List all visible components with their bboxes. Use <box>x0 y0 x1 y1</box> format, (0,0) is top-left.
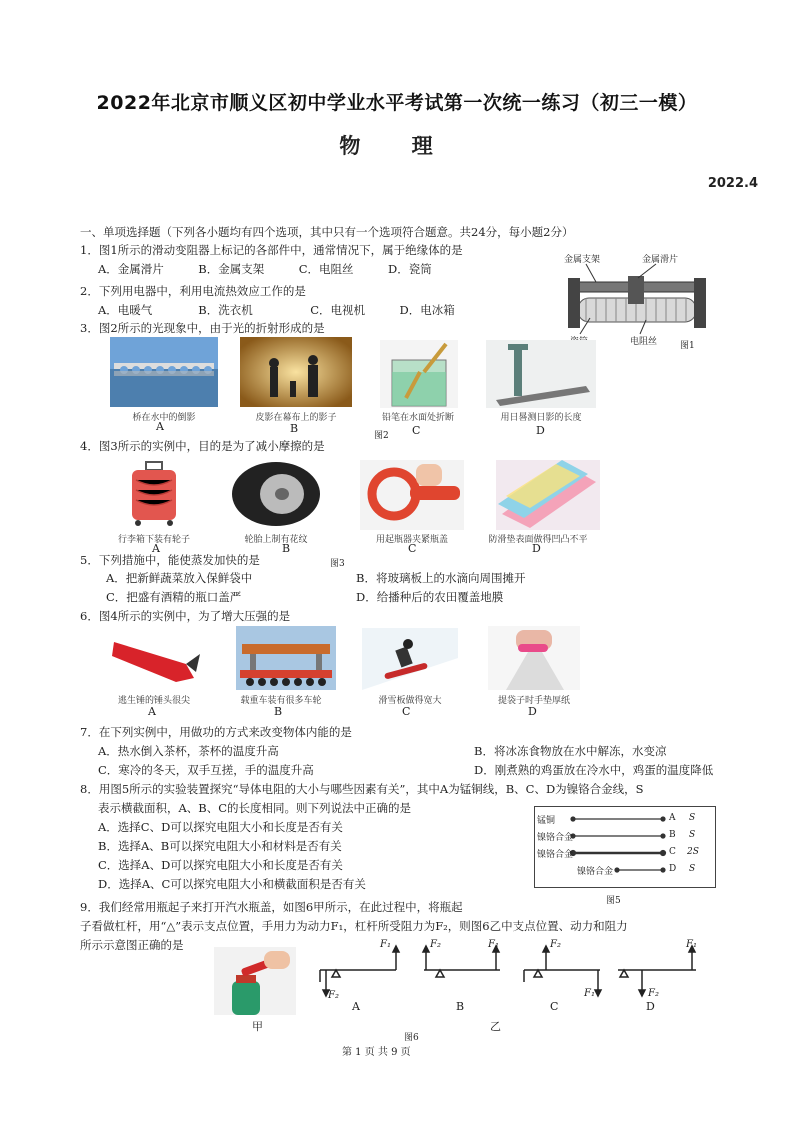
fig6b-f1: F₁ <box>488 939 499 950</box>
fig3-letter-d: D <box>532 542 541 555</box>
fig2-caption-d: 用日晷测日影的长度 <box>500 413 582 423</box>
q7-option-a: A．热水倒入茶杯，茶杯的温度升高 <box>98 744 279 758</box>
fig3-image-anti-slip-mat <box>496 460 600 530</box>
fig6-letter-c: C <box>550 1000 559 1013</box>
page-footer: 第 1 页 共 9 页 <box>342 1047 411 1058</box>
fig2-caption-c: 铅笔在水面处折断 <box>381 413 454 423</box>
fig2-caption-b: 皮影在幕布上的影子 <box>255 413 337 423</box>
fig5-wire-b-name: 镍铬合金 <box>537 833 574 843</box>
fig4-caption-a: 逃生锤的锤头很尖 <box>117 696 190 706</box>
fig2-image-bridge-reflection <box>110 337 218 407</box>
q6-stem: 6．图4所示的实例中，为了增大压强的是 <box>80 609 291 623</box>
q8-stem-line2: 表示横截面积，A、B、C的长度相同。则下列说法中正确的是 <box>98 801 412 815</box>
q8-option-a: A．选择C、D可以探究电阻大小和长度是否有关 <box>98 820 343 834</box>
fig4-letter-a: A <box>148 705 156 718</box>
fig3-caption-c: 用起瓶器夹紧瓶盖 <box>375 535 448 545</box>
fig5-caption: 图5 <box>606 896 621 906</box>
fig5-wire-a-name: 锰铜 <box>537 816 556 826</box>
q5-option-a: A．把新鲜蔬菜放入保鲜袋中 <box>106 571 253 585</box>
q1-options: A．金属滑片 B．金属支架 C．电阻丝 D．瓷筒 <box>98 262 432 276</box>
fig4-caption-b: 载重车装有很多车轮 <box>240 696 322 706</box>
fig5-wire-d-area: S <box>689 864 696 874</box>
fig3-caption-a: 行李箱下装有轮子 <box>117 535 190 545</box>
fig4-caption-c: 滑雪板做得宽大 <box>378 696 442 706</box>
q5-stem: 5．下列措施中，能使蒸发加快的是 <box>80 553 260 567</box>
q5-option-c: C．把盛有酒精的瓶口盖严 <box>106 590 242 604</box>
fig4-letter-d: D <box>528 705 537 718</box>
q8-stem-line1: 8．用图5所示的实验装置探究“导体电阻的大小与哪些因素有关”，其中A为锰铜线，B、C、D为镍铬合金线，S <box>80 782 644 796</box>
fig6-letter-b: B <box>456 1000 465 1013</box>
fig5-wire-d-name: 镍铬合金 <box>577 867 614 877</box>
q9-stem-line2: 子看做杠杆，用“△”表示支点位置，手用力为动力F₁，杠杆所受阻力为F₂，则图6乙中支点位置、动力和阻力 <box>80 919 628 933</box>
fig2-image-shadow-puppet <box>240 337 352 407</box>
fig1-caption: 图1 <box>680 341 695 351</box>
q8-option-c: C．选择A、D可以探究电阻大小和长度是否有关 <box>98 858 343 872</box>
fig6-image-opening-bottle <box>214 947 296 1015</box>
fig6c-f2: F₂ <box>550 939 561 950</box>
fig4-letter-b: B <box>274 705 283 718</box>
fig2-letter-a: A <box>156 420 164 433</box>
q5-option-b: B．将玻璃板上的水滴向周围摊开 <box>356 571 526 585</box>
q2-stem: 2．下列用电器中，利用电流热效应工作的是 <box>80 284 306 298</box>
q5-option-d: D．给播种后的农田覆盖地膜 <box>356 590 504 604</box>
fig5-wire-c-area: 2S <box>687 847 699 857</box>
fig4-image-bag-handle <box>488 626 580 690</box>
fig3-caption: 图3 <box>330 559 345 569</box>
q7-option-d: D．刚煮熟的鸡蛋放在冷水中，鸡蛋的温度降低 <box>474 763 714 777</box>
fig6-sub-jia: 甲 <box>252 1020 263 1033</box>
fig6a-f2: F₂ <box>328 990 339 1001</box>
fig3-letter-c: C <box>408 542 417 555</box>
fig6c-f1: F₁ <box>584 988 595 999</box>
fig3-image-tire <box>224 460 328 528</box>
fig2-image-pencil-in-water <box>380 340 458 408</box>
fig3-image-bottle-opener <box>360 460 464 530</box>
fig6a-f1: F₁ <box>380 939 391 950</box>
fig6d-f2: F₂ <box>648 988 659 999</box>
fig5-wire-b-area: S <box>689 830 696 840</box>
fig4-image-snowboard <box>362 628 458 690</box>
fig2-caption-a: 桥在水中的倒影 <box>132 413 196 423</box>
q8-option-d: D．选择A、C可以探究电阻大小和横截面积是否有关 <box>98 877 366 891</box>
q1-stem: 1．图1所示的滑动变阻器上标记的各部件中，通常情况下，属于绝缘体的是 <box>80 243 463 257</box>
fig6-letter-a: A <box>352 1000 360 1013</box>
fig4-letter-c: C <box>402 705 411 718</box>
fig6-caption: 图6 <box>404 1033 419 1043</box>
fig5-wire-a-letter: A <box>669 813 676 823</box>
fig4-caption-d: 提袋子时手垫厚纸 <box>497 696 570 706</box>
q7-option-b: B．将冰冻食物放在水中解冻，水变凉 <box>474 744 667 758</box>
fig2-letter-c: C <box>412 424 421 437</box>
fig6b-f2: F₂ <box>430 939 441 950</box>
fig3-caption-b: 轮胎上制有花纹 <box>244 535 308 545</box>
fig6d-f1: F₁ <box>686 939 697 950</box>
section-heading: 一、单项选择题（下列各小题均有四个选项，其中只有一个选项符合题意。共24分，每小题2分） <box>80 225 574 239</box>
q7-stem: 7．在下列实例中，用做功的方式来改变物体内能的是 <box>80 725 352 739</box>
fig6-sub-yi: 乙 <box>490 1020 501 1033</box>
fig3-letter-a: A <box>152 542 160 555</box>
q8-option-b: B．选择A、B可以探究电阻大小和材料是否有关 <box>98 839 342 853</box>
q9-stem-line1: 9．我们经常用瓶起子来打开汽水瓶盖，如图6甲所示，在此过程中，将瓶起 <box>80 900 463 914</box>
fig2-letter-b: B <box>290 422 299 435</box>
exam-date: 2022.4 <box>707 176 758 191</box>
fig1-label-bracket: 金属支架 <box>564 255 601 265</box>
q3-stem: 3．图2所示的光现象中，由于光的折射形成的是 <box>80 321 325 335</box>
fig3-letter-b: B <box>282 542 291 555</box>
fig5-wire-c-name: 镍铬合金 <box>537 850 574 860</box>
fig5-wire-b-letter: B <box>669 830 676 840</box>
fig5-wire-d-letter: D <box>669 864 677 874</box>
exam-title: 2022年北京市顺义区初中学业水平考试第一次统一练习（初三一模） <box>96 92 698 114</box>
q7-option-c: C．寒冷的冬天，双手互搓，手的温度升高 <box>98 763 314 777</box>
fig2-letter-d: D <box>536 424 545 437</box>
figure-1-rheostat <box>556 250 716 350</box>
fig5-wire-c-letter: C <box>669 847 676 857</box>
fig5-wire-a-area: S <box>689 813 696 823</box>
fig3-caption-d: 防滑垫表面做得凹凸不平 <box>488 535 588 545</box>
fig4-image-safety-hammer <box>106 628 202 690</box>
q2-options: A．电暖气 B．洗衣机 C．电视机 D．电冰箱 <box>98 303 455 317</box>
fig2-image-sundial <box>486 340 596 408</box>
q4-stem: 4．图3所示的实例中，目的是为了减小摩擦的是 <box>80 439 325 453</box>
fig6-letter-d: D <box>646 1000 655 1013</box>
fig4-image-heavy-truck <box>236 626 336 690</box>
fig1-label-wire: 电阻丝 <box>630 337 658 347</box>
figure-5-wire-board <box>534 806 716 888</box>
fig3-image-suitcase <box>118 460 190 528</box>
fig2-caption: 图2 <box>374 431 389 441</box>
q9-stem-line3: 所示示意图正确的是 <box>80 938 184 952</box>
subject-title: 物 理 <box>339 134 455 158</box>
fig1-label-slider: 金属滑片 <box>642 255 679 265</box>
